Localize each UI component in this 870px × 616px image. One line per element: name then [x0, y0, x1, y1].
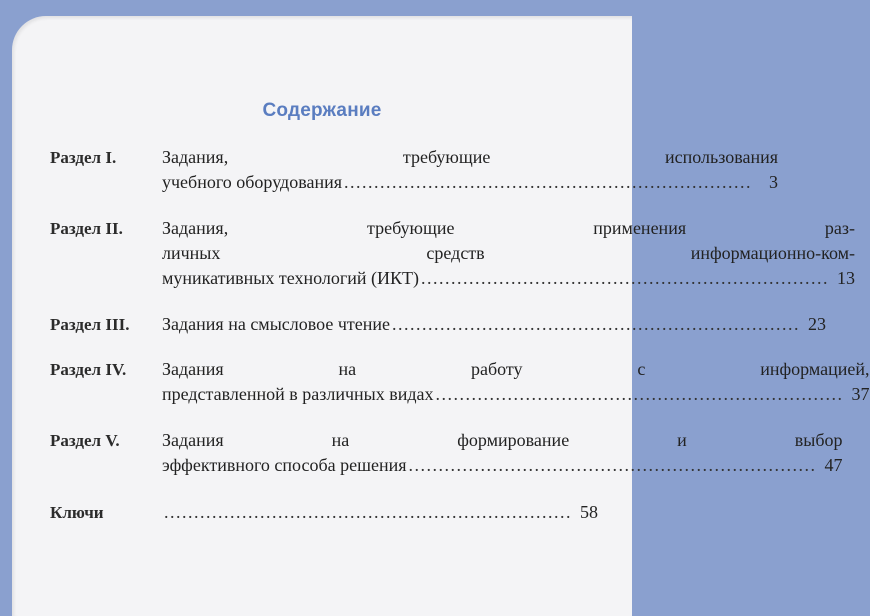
section-label: Раздел IV.: [50, 360, 127, 379]
entry-body: [162, 500, 598, 525]
entry-text: представленной в различных видах: [162, 384, 434, 404]
entry-last-line: [162, 170, 778, 195]
entry-text: муникативных технологий (ИКТ): [162, 268, 420, 288]
entry-last-line: [162, 312, 826, 337]
entry-last-line: [162, 266, 855, 291]
entry-text: Задания на смысловое чтение: [162, 314, 391, 334]
entry-line: Задания, требующие применения раз-: [162, 218, 856, 238]
entry-line: Задания на формирование и выбор: [162, 430, 843, 450]
toc-entry-section-5: [50, 428, 843, 478]
section-label: Раздел III.: [50, 315, 130, 334]
entry-text: эффективного способа решения: [162, 455, 407, 475]
entry-body: [162, 145, 778, 195]
entry-last-line: [162, 500, 598, 525]
leader-dots: ....................................................................: [344, 172, 753, 192]
page-number: 37: [851, 384, 870, 404]
page-number: 13: [837, 268, 856, 288]
entry-body: [162, 357, 870, 407]
leader-dots: ....................................................................: [392, 314, 801, 334]
entry-last-line: [162, 382, 870, 407]
entry-line: Задания на работу с информацией,: [162, 359, 870, 379]
entry-line: Задания, требующие использования: [162, 147, 779, 167]
entry-last-line: [162, 453, 843, 478]
section-label: Ключи: [50, 503, 104, 522]
toc-entry-section-1: [50, 145, 779, 195]
toc-entry-section-2: [50, 216, 856, 291]
section-label: Раздел I.: [50, 148, 117, 167]
page-number: 23: [808, 314, 827, 334]
toc-entry-section-4: [50, 357, 870, 407]
book-page: [12, 16, 870, 616]
toc-entry-keys: [50, 500, 598, 525]
section-label: Раздел V.: [50, 431, 120, 450]
leader-dots: ....................................................................: [164, 502, 572, 522]
entry-body: [162, 312, 826, 337]
page-number: 3: [769, 172, 779, 192]
page-number: 47: [824, 455, 843, 475]
page-number: 58: [580, 502, 598, 522]
entry-body: [162, 428, 843, 478]
page-title: Содержание: [262, 100, 382, 121]
toc-entry-section-3: [50, 312, 827, 337]
entry-body: [162, 216, 855, 291]
leader-dots: ....................................................................: [421, 268, 830, 288]
leader-dots: ....................................................................: [435, 384, 844, 404]
leader-dots: ....................................................................: [408, 455, 817, 475]
entry-text: учебного оборудования: [162, 172, 343, 192]
section-label: Раздел II.: [50, 219, 123, 238]
entry-line: личных средств информационно-ком-: [162, 243, 856, 263]
table-of-contents: [50, 145, 870, 525]
